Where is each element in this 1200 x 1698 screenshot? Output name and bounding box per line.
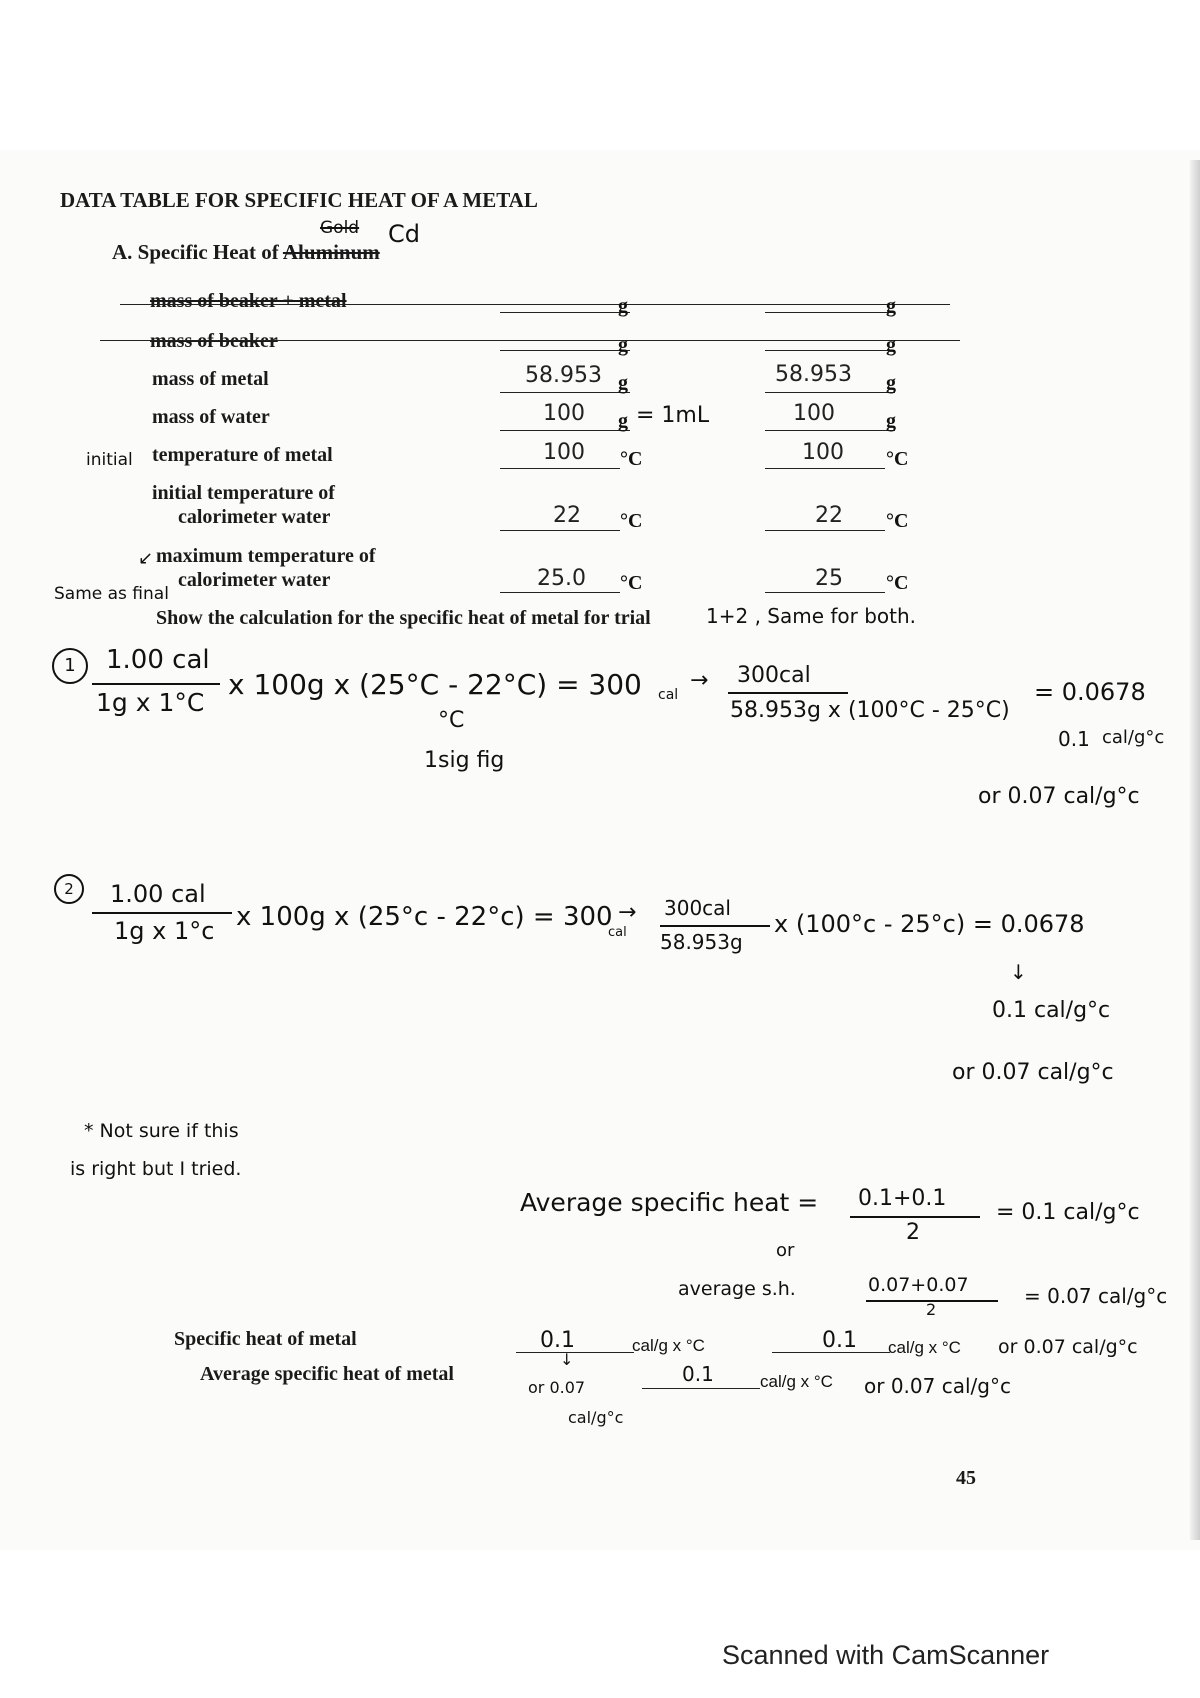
calc2-number-circle: 2	[54, 874, 84, 904]
row-beaker-metal-t2-blank	[765, 312, 895, 313]
summary-t1-value: 0.1	[540, 1328, 575, 1353]
row-init-water-t1-unit: °C	[620, 510, 643, 532]
row-beaker-metal-strike	[120, 304, 950, 305]
calc2-fraction-bar	[92, 912, 232, 914]
row-init-metal-t2-unit: °C	[886, 448, 909, 470]
row-init-water-t2-value: 22	[815, 503, 843, 528]
row-beaker-metal-label: mass of beaker + metal	[150, 290, 347, 312]
calc1-result: = 0.0678	[1034, 678, 1146, 706]
page-edge	[1190, 160, 1200, 1540]
row-init-metal-t1-unit: °C	[620, 448, 643, 470]
calc1-fraction-bottom: 1g x 1°C	[96, 688, 205, 717]
row-water-t2-value: 100	[793, 401, 835, 426]
row-init-metal-t1-value: 100	[543, 440, 585, 465]
calc1-expression: x 100g x (25°C - 22°C) = 300	[228, 668, 642, 701]
calc2-fraction2-bar	[660, 925, 770, 927]
summary-t1-blank	[516, 1352, 634, 1353]
hand-struck-metal: Gold	[320, 218, 360, 238]
row-beaker-t2-blank	[765, 350, 895, 351]
row-init-water-label-2: calorimeter water	[178, 506, 331, 528]
summary-t2-extra: or 0.07 cal/g°c	[998, 1336, 1138, 1358]
student-note-line-1: * Not sure if this	[84, 1120, 239, 1142]
summary-average-extra: or 0.07 cal/g°c	[864, 1374, 1011, 1398]
arrow-mark: ↙	[138, 548, 154, 569]
show-calc-instruction: Show the calculation for the specific heat of metal for trial	[156, 607, 651, 629]
calc2-arrow: →	[618, 900, 637, 925]
calc1-fraction-bar	[92, 683, 220, 685]
average-fraction-bar	[850, 1216, 980, 1218]
row-water-label: mass of water	[152, 406, 270, 428]
calc2-fraction-top: 1.00 cal	[110, 880, 206, 908]
row-metal-t2-unit: g	[886, 372, 896, 394]
row-max-water-t1-value: 25.0	[537, 566, 586, 591]
calc2-expression: x 100g x (25°c - 22°c) = 300	[236, 902, 613, 932]
calc2-cal-unit: cal	[608, 925, 627, 940]
calc1-fraction2-bottom: 58.953g x (100°C - 25°C)	[730, 698, 1010, 723]
row-init-water-t2-blank	[765, 530, 885, 531]
calc1-rounded-unit: cal/g°c	[1102, 727, 1165, 748]
row-max-water-t2-blank	[765, 592, 885, 593]
row-beaker-label: mass of beaker	[150, 330, 278, 352]
average2-numerator: 0.07+0.07	[868, 1274, 969, 1296]
row-metal-t1-blank	[500, 392, 630, 393]
calc2-fraction-bottom: 1g x 1°c	[114, 917, 215, 945]
calc2-alternate: or 0.07 cal/g°c	[952, 1060, 1114, 1085]
summary-average-blank	[642, 1388, 760, 1389]
average-numerator: 0.1+0.1	[858, 1186, 947, 1211]
hand-metal-name: Cd	[388, 220, 420, 248]
calc1-cal-unit: cal	[658, 687, 679, 703]
summary-t1-unit: cal/g x °C	[632, 1336, 705, 1355]
row-init-metal-t2-blank	[765, 468, 885, 469]
row-init-water-t1-value: 22	[553, 503, 581, 528]
row-water-t2-blank	[765, 430, 895, 431]
calc1-sig-fig-note: 1sig fig	[424, 748, 505, 773]
row-beaker-metal-t1-unit: g	[618, 295, 628, 317]
row-beaker-strike	[100, 340, 960, 341]
row-init-metal-t1-blank	[500, 468, 620, 469]
row-beaker-metal-t1-blank	[500, 312, 630, 313]
row-init-metal-prefix: initial	[86, 450, 133, 470]
row-metal-t1-value: 58.953	[525, 363, 602, 388]
calc2-fraction2-bottom: 58.953g	[660, 930, 743, 954]
average-denominator: 2	[906, 1220, 920, 1245]
calc2-down-arrow: ↓	[1010, 960, 1027, 984]
row-metal-t2-value: 58.953	[775, 362, 852, 387]
row-max-water-note: Same as final	[54, 584, 169, 604]
summary-average-unit: cal/g x °C	[760, 1372, 833, 1391]
row-init-metal-t2-value: 100	[802, 440, 844, 465]
calc2-result: x (100°c - 25°c) = 0.0678	[774, 910, 1085, 938]
row-init-water-label-1: initial temperature of	[152, 482, 335, 504]
row-beaker-t1-blank	[500, 350, 630, 351]
section-heading	[112, 240, 380, 265]
summary-average-value: 0.1	[682, 1362, 714, 1386]
struck-metal-name: Aluminum	[282, 240, 380, 264]
row-metal-t1-unit: g	[618, 372, 628, 394]
row-water-t1-value: 100	[543, 401, 585, 426]
average2-label: average s.h.	[678, 1278, 796, 1300]
row-init-water-t1-blank	[500, 530, 620, 531]
page-title: DATA TABLE FOR SPECIFIC HEAT OF A METAL	[60, 188, 538, 212]
calc2-rounded-value: 0.1 cal/g°c	[992, 998, 1111, 1023]
scanner-watermark: Scanned with CamScanner	[722, 1640, 1050, 1670]
summary-t2-value: 0.1	[822, 1328, 857, 1353]
average2-result: = 0.07 cal/g°c	[1024, 1284, 1168, 1308]
calc1-arrow: →	[690, 668, 709, 693]
calc1-fraction-top: 1.00 cal	[106, 645, 210, 675]
row-beaker-t1-unit: g	[618, 334, 628, 356]
row-init-metal-label: temperature of metal	[152, 444, 333, 466]
row-max-water-t1-blank	[500, 592, 620, 593]
calc1-fraction2-bar	[728, 692, 848, 694]
calc1-fraction2-top: 300cal	[737, 663, 811, 688]
show-calc-hand-note: 1+2 , Same for both.	[706, 604, 917, 628]
row-init-water-t2-unit: °C	[886, 510, 909, 532]
row-metal-label: mass of metal	[152, 368, 269, 390]
student-note-line-2: is right but I tried.	[70, 1158, 242, 1180]
row-water-note: = 1mL	[636, 403, 710, 428]
row-water-t1-unit: g	[618, 410, 628, 432]
row-max-water-label-2: calorimeter water	[178, 569, 331, 591]
average-result: = 0.1 cal/g°c	[996, 1200, 1140, 1225]
row-water-t2-unit: g	[886, 410, 896, 432]
row-max-water-label-1: maximum temperature of	[156, 545, 376, 567]
row-max-water-t2-unit: °C	[886, 572, 909, 594]
summary-t1-or-unit: cal/g°c	[568, 1408, 624, 1427]
average2-denominator: 2	[926, 1300, 937, 1319]
row-metal-t2-blank	[765, 392, 895, 393]
summary-specific-heat-label: Specific heat of metal	[174, 1328, 357, 1350]
row-beaker-metal-t2-unit: g	[886, 295, 896, 317]
summary-t1-or: or 0.07	[528, 1378, 586, 1397]
average-label: Average specific heat =	[520, 1188, 819, 1217]
calc2-fraction2-top: 300cal	[664, 896, 731, 920]
summary-t2-blank	[772, 1352, 890, 1353]
average-or: or	[776, 1240, 795, 1261]
row-beaker-t2-unit: g	[886, 334, 896, 356]
page-number: 45	[956, 1467, 976, 1489]
summary-average-label: Average specific heat of metal	[200, 1363, 454, 1385]
calc1-rounded-value: 0.1	[1058, 727, 1090, 751]
calc1-number-circle: 1	[52, 648, 88, 684]
summary-t1-down-arrow: ↓	[560, 1350, 574, 1369]
summary-t2-unit: cal/g x °C	[888, 1338, 961, 1357]
calc1-under-unit: °C	[438, 708, 465, 733]
row-water-t1-blank	[500, 430, 630, 431]
row-max-water-t1-unit: °C	[620, 572, 643, 594]
section-label: A. Specific Heat of	[112, 240, 279, 264]
calc1-alternate: or 0.07 cal/g°c	[978, 784, 1140, 809]
row-max-water-t2-value: 25	[815, 566, 843, 591]
